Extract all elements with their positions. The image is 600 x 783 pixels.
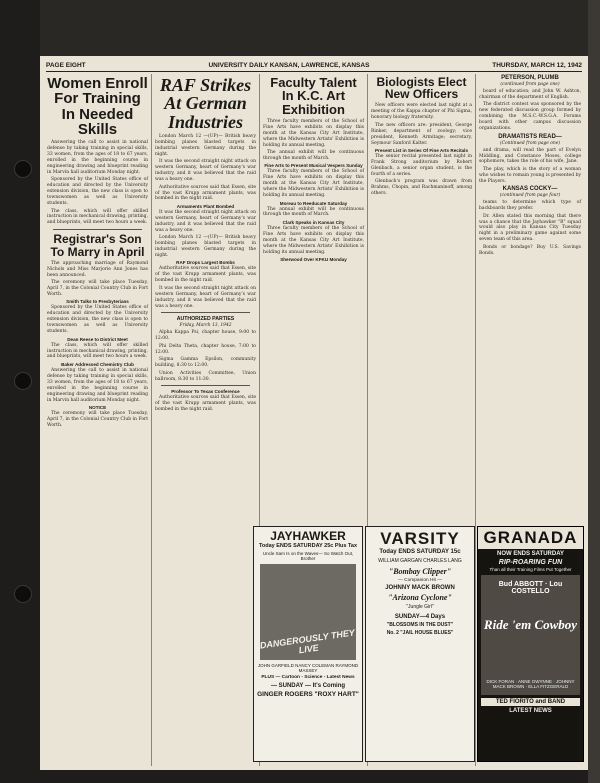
paragraph: Authoritative sources said that Essen, site of the vast Krupp armament plants, was bombed in the night raid. xyxy=(155,395,256,413)
paragraph: The play, which is the story of a woman who wishes to remain young is presented by the Players. xyxy=(479,166,581,184)
coming-label: — SUNDAY — It's Coming xyxy=(270,683,346,689)
article-body xyxy=(371,154,472,197)
list-item: Union Activities Committee, Union ballroom, 8:30 to 11:30. xyxy=(155,370,256,382)
jump-headline: KANSAS COCKY— xyxy=(502,186,558,193)
headline-raf-strikes: RAF Strikes At German Industries xyxy=(159,75,252,132)
paragraph: Bonds or bondage? Buy U.S. Savings Bonds. xyxy=(479,244,581,256)
binder-hole xyxy=(14,372,32,390)
article-body xyxy=(479,200,581,256)
paragraph: The new officers are: president, George Rinker, department of zoology; vice president, Kenneth Armitage; secretary, Seymour Sanford Kalter. xyxy=(371,122,472,146)
subhead: Professor To Texas Conference xyxy=(171,389,240,395)
theater-name: VARSITY xyxy=(380,529,460,548)
parties-date: Friday, March 13, 1942 xyxy=(179,323,232,329)
paragraph: The senior recital presented last night in Frank Strong auditorium by Robert Glenbach, a senior organ student, is the fourth of a series. xyxy=(371,154,472,177)
feature-title: "Bombay Clipper" xyxy=(388,567,452,576)
filler-text xyxy=(47,411,148,429)
filler-text xyxy=(47,305,148,335)
paragraph: The ceremony will take place Tuesday, April 7, in the Colonial Country Club in Fort Worth. xyxy=(47,411,148,428)
band-billing: TED FIORITO and BAND xyxy=(481,698,580,706)
headline-registrars-son: Registrar's Son To Marry in April xyxy=(50,232,145,259)
filler-text xyxy=(263,207,364,219)
filler-text xyxy=(155,210,256,259)
paragraph: and drama, will read the part of Evelyn Middling, and Constance Moses, college sophomore, takes the role of his wife, Jane. xyxy=(479,147,581,165)
ad-tagline: RIP-ROARING FUN xyxy=(498,559,563,566)
filler-text xyxy=(155,395,256,413)
paragraph: board of education; and John W. Ashton, chairman of the department of English. xyxy=(479,89,581,100)
cast-list: WILLIAM GARGAN CHARLES LANG xyxy=(378,558,462,564)
subhead: Armaments Plant Bombed xyxy=(176,203,235,209)
jump-note: (continued from page one) xyxy=(500,82,560,87)
ad-dates: NOW ENDS SATURDAY xyxy=(496,551,564,557)
article-body xyxy=(47,261,148,298)
theater-name: GRANADA xyxy=(478,527,583,549)
coming-feature: No. 2 "JAIL HOUSE BLUES" xyxy=(386,630,454,636)
masthead: UNIVERSITY DAILY KANSAN, LAWRENCE, KANSAS xyxy=(208,62,370,69)
ad-subtagline: Than all their Training Films Put Together xyxy=(489,567,572,572)
list-item: Phi Delta Theta, chapter house, 7:00 to 12:00. xyxy=(155,343,256,355)
column-2 xyxy=(152,74,260,766)
feature-title: "Arizona Cyclone" xyxy=(388,593,452,602)
parties-heading: AUTHORIZED PARTIES xyxy=(176,316,235,323)
list-item: Alpha Kappa Psi, chapter house, 9:00 to 12:00. xyxy=(155,330,256,342)
paragraph: Authoritative sources said that Essen, site of the vast Krupp armament plants, was bombed in the night raid. xyxy=(155,266,256,284)
filler-text xyxy=(263,169,364,199)
subhead: Dean Reese to District Meet xyxy=(67,336,128,342)
paragraph: It was the second straight night attack on western Germany, heart of Germany's war industry, and it was believed that the raid was a heavy one. xyxy=(155,159,256,183)
varsity-ad xyxy=(365,526,475,762)
paragraph: Answering the call to assist in national defense by taking training in special skills, 33 women, from the ages of 18 to 67 years, enrolled in the beginning course in engineering drawing and blueprint reading in Marvin hall auditorium Monday night. xyxy=(47,367,148,403)
newspaper-page xyxy=(40,56,588,770)
divider xyxy=(161,385,250,386)
headline-biologists: Biologists Elect New Officers xyxy=(376,75,467,102)
paragraph: Authoritative sources said that Essen, site of the vast Krupp armament plants, was bombed in the night raid. xyxy=(155,184,256,202)
serial-title: "Jungle Girl" xyxy=(406,604,434,610)
subhead: NOTICE xyxy=(88,405,107,411)
coming-feature: GINGER ROGERS "ROXY HART" xyxy=(257,691,359,698)
movie-poster xyxy=(260,564,356,660)
paragraph: Sponsored by the United States office of education and directed by the University extension division, the new class is open to townswomen as well as University students. xyxy=(47,177,148,207)
ad-extras: LATEST NEWS xyxy=(509,708,552,714)
paragraph: Three faculty members of the School of Fine Arts have exhibits on display this month at the Kansas City Art Institute, where the Midwestern Artists' Exhibition is holding its annual meeting. xyxy=(263,118,364,148)
paragraph: The annual exhibit will be continuous through the month of March. xyxy=(263,149,364,161)
background-strip xyxy=(40,0,600,56)
subhead: Baker Addressed Chemistry Club xyxy=(61,361,134,367)
ad-dates: Today ENDS SATURDAY 25c Plus Tax xyxy=(258,543,358,549)
jayhawker-ad xyxy=(253,526,363,762)
ad-extras: PLUS — Cartoon - Science - Latest News xyxy=(261,675,355,680)
page-header xyxy=(46,60,582,72)
ad-dates: Today ENDS SATURDAY 15c xyxy=(379,549,461,555)
jump-headline: PETERSON, PLUMB xyxy=(501,75,559,81)
companion-label: — Companion Hit — xyxy=(398,578,442,583)
paragraph: Three faculty members of the School of Fine Arts have exhibits on display this month at the Kansas City Art Institute, where the Midwestern Artists' Exhibition is holding its annual meeting. xyxy=(263,225,364,255)
paragraph: Glenbach's program was drawn from Brahms, Chopin, and Rachmaninoff, among others. xyxy=(371,179,472,197)
ad-tagline: Uncle Sam Is on the Waves— So Watch Out, Brother xyxy=(262,551,354,561)
headline-faculty-talent: Faculty Talent In K.C. Art Exhibition xyxy=(270,75,357,117)
binding-tape xyxy=(588,0,600,783)
issue-date: THURSDAY, MARCH 12, 1942 xyxy=(492,62,582,69)
subhead: Clark Speaks in Kansas City xyxy=(282,219,345,225)
paragraph: London March 12 —(UP)— British heavy bombing planes blasted targets in industrial western Germany during the night. xyxy=(155,134,256,157)
cast-list: JOHNNY MACK BROWN xyxy=(385,585,455,591)
article-body xyxy=(47,140,148,226)
list-item: Sigma Gamma Epsilon, community building, 8:30 to 12:00. xyxy=(155,357,256,369)
theater-name: JAYHAWKER xyxy=(270,529,346,543)
jump-headline: DRAMATISTS READ— xyxy=(498,133,562,140)
subhead: Present List in Series Of Fine Arts Recitals xyxy=(374,148,468,154)
jump-note: (Continued from page one) xyxy=(499,140,561,146)
filler-text xyxy=(263,226,364,256)
article-body xyxy=(155,134,256,202)
cast-list: JOHN GARFIELD NANCY COLEMAN RAYMOND MASSEY xyxy=(257,663,359,673)
paragraph: New officers were elected last night at a meeting of the Kappa chapter of Phi Sigma, honorary biology fraternity. xyxy=(371,103,472,121)
divider xyxy=(161,312,250,313)
divider xyxy=(53,229,142,230)
paragraph: Sponsored by the United States office of education and directed by the University extension division, the new class is open to townswomen as well as University students. xyxy=(47,305,148,335)
paragraph: The approaching marriage of Raymond Nichols and Miss Marjorie Ann Jones has been announced. xyxy=(47,260,148,278)
filler-text xyxy=(47,343,148,361)
filler-text xyxy=(155,266,256,309)
binder-hole xyxy=(14,160,32,178)
subhead: RAF Drops Largest Bombs xyxy=(176,260,235,266)
column-1 xyxy=(44,74,152,766)
page-number: PAGE EIGHT xyxy=(46,62,86,69)
jump-note: (continued from page four) xyxy=(499,193,561,199)
subhead: Moreau to Reeducate Saturday xyxy=(279,200,348,206)
paragraph: Answering the call to assist in national defense by taking training in special skills, 33 women, from the ages of 18 to 67 years, enrolled in the beginning course in engineering drawing and blueprint reading in Marvin hall auditorium Monday night. xyxy=(47,140,148,175)
filler-text xyxy=(47,368,148,404)
coming-label: SUNDAY—4 Days xyxy=(394,614,446,620)
paragraph: It was the second straight night attack on western Germany, heart of Germany's war industry, and it was believed that the raid was a heavy one. xyxy=(155,285,256,309)
parties-list xyxy=(155,330,256,382)
binder-hole xyxy=(14,585,32,603)
movie-poster xyxy=(481,575,580,695)
granada-ad xyxy=(477,526,584,762)
cast-list: DICK FORAN · ANNE GWYNNE · JOHNNY MACK BROWN · ELLA FITZGERALD xyxy=(486,679,575,689)
feature-title: DANGEROUSLY THEY LIVE xyxy=(259,627,356,656)
subhead: Fine Arts to Present Musical Vespers Sunday xyxy=(264,163,363,169)
paragraph: Dr. Allen stated this morning that there was a chance that the Jayhawker "B" squad would also play in Kansas City Tuesday night in a preliminary game against some seven team of this area. xyxy=(479,213,581,243)
paragraph: The district contest was sponsored by the new federated discussion group formed by combining the M.S.C.-W.S.G.A. Forums board with other campus discussion organizations. xyxy=(479,102,581,132)
paragraph: teams to determine which type of backboards they prefer. xyxy=(479,200,581,212)
subhead: Smith Talks to Presbyterians xyxy=(66,299,129,305)
feature-title: Ride 'em Cowboy xyxy=(483,617,578,632)
subhead: Sherwood Over KFKU Monday xyxy=(280,257,347,263)
article-body xyxy=(479,89,581,132)
article-body xyxy=(371,103,472,146)
binder-holes xyxy=(8,0,38,783)
paragraph: The class, which will offer skilled instruction in mechanical drawing, printing, and blueprints, will meet two hours a week. xyxy=(47,342,148,360)
paragraph: It was the second straight night attack on western Germany, heart of Germany's war industry, and it was believed that the raid was a heavy one. xyxy=(155,209,256,233)
paragraph: The ceremony will take place Tuesday, April 7, in the Colonial Country Club in Fort Worth. xyxy=(47,280,148,297)
paragraph: Three faculty members of the School of Fine Arts have exhibits on display this month at the Kansas City Art Institute, where the Midwestern Artists' Exhibition is holding its annual meeting. xyxy=(263,169,364,199)
paragraph: London March 12 —(UP)— British heavy bombing planes blasted targets in industrial western Germany during the night. xyxy=(155,235,256,258)
paragraph: The annual exhibit will be continuous through the month of March. xyxy=(263,206,364,218)
headline-women-enroll: Women Enroll For Training In Needed Skills xyxy=(47,75,148,138)
paragraph: The class, which will offer skilled instruction in mechanical drawing, printing, and blueprints, will meet two hours a week. xyxy=(47,208,148,226)
coming-feature: "BLOSSOMS IN THE DUST" xyxy=(386,622,454,628)
article-body xyxy=(479,148,581,185)
article-body xyxy=(263,119,364,162)
star-names: Bud ABBOTT · Lou COSTELLO xyxy=(498,581,563,595)
